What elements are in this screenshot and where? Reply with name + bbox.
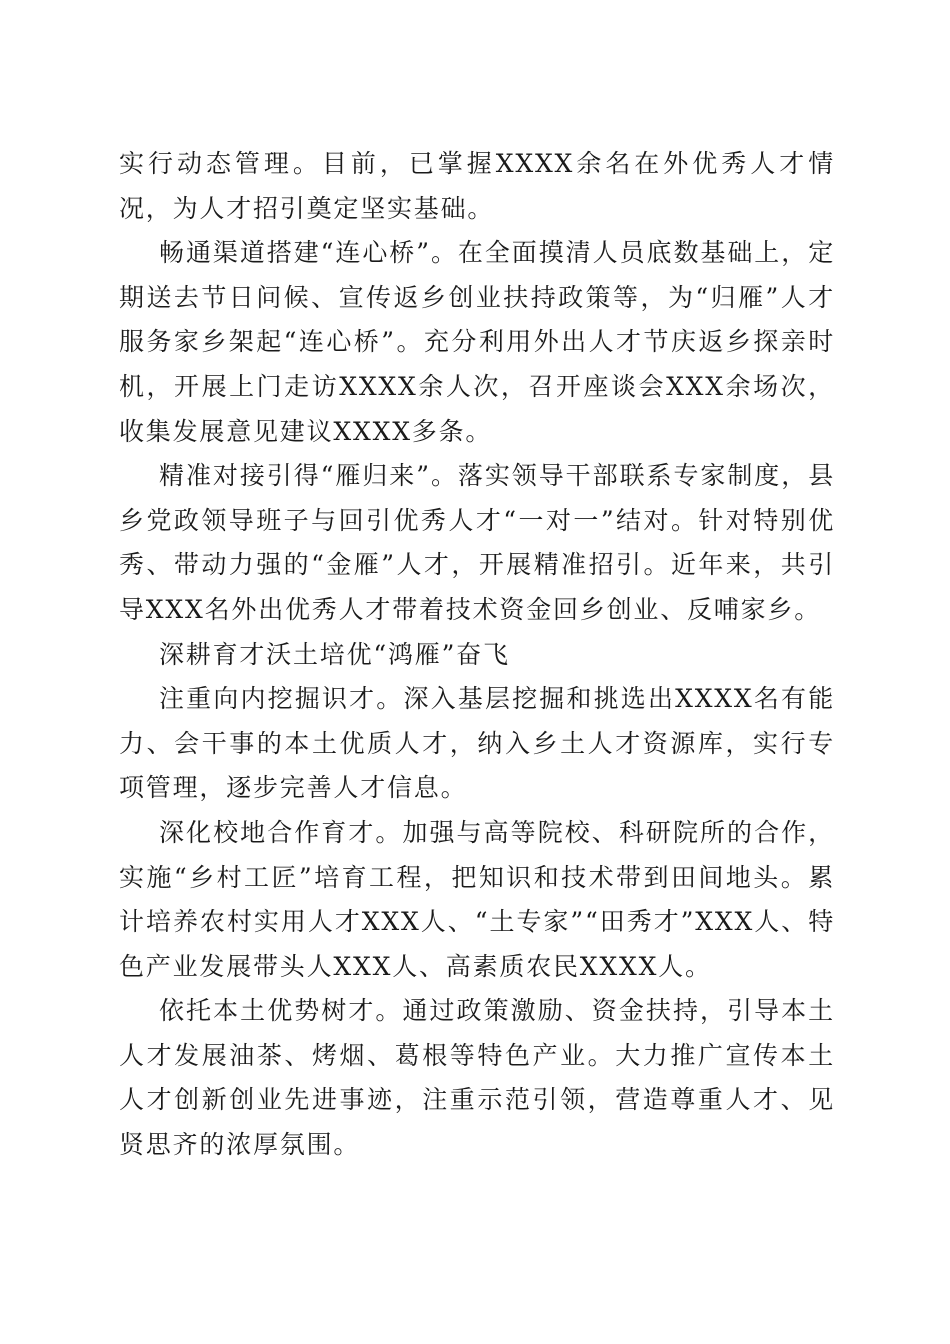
- paragraph-channels: 畅通渠道搭建“连心桥”。在全面摸清人员底数基础上，定期送去节日问候、宣传返乡创业扶持政策等，为“归雁”人才服务家乡架起“连心桥”。充分利用外出人才节庆返乡探亲时机，开展上门走访XXXX余人次，召开座谈会XXX余场次，收集发展意见建议XXXX多条。: [119, 238, 835, 446]
- paragraph-cultivate-talent: 深化校地合作育才。加强与高等院校、科研院所的合作，实施“乡村工匠”培育工程，把知识和技术带到田间地头。累计培养农村实用人才XXX人、“土专家”“田秀才”XXX人、特色产业发展带头人XXX人、高素质农民XXXX人。: [119, 817, 835, 981]
- document-body: [119, 142, 835, 1168]
- section-heading: 深耕育才沃土培优“鸿雁”奋飞: [159, 639, 510, 669]
- paragraph-establish-talent: 依托本土优势树才。通过政策激励、资金扶持，引导本土人才发展油茶、烤烟、葛根等特色产业。大力推广宣传本土人才创新创业先进事迹，注重示范引领，营造尊重人才、见贤思齐的浓厚氛围。: [119, 996, 835, 1160]
- paragraph-precise-docking: 精准对接引得“雁归来”。落实领导干部联系专家制度，县乡党政领导班子与回引优秀人才“一对一”结对。针对特别优秀、带动力强的“金雁”人才，开展精准招引。近年来，共引导XXX名外出优秀人才带着技术资金回乡创业、反哺家乡。: [119, 461, 835, 624]
- paragraph-identify-talent: 注重向内挖掘识才。深入基层挖掘和挑选出XXXX名有能力、会干事的本土优质人才，纳入乡土人才资源库，实行专项管理，逐步完善人才信息。: [119, 684, 835, 803]
- paragraph-continuation: 实行动态管理。目前，已掌握XXXX余名在外优秀人才情况，为人才招引奠定坚实基础。: [119, 149, 835, 223]
